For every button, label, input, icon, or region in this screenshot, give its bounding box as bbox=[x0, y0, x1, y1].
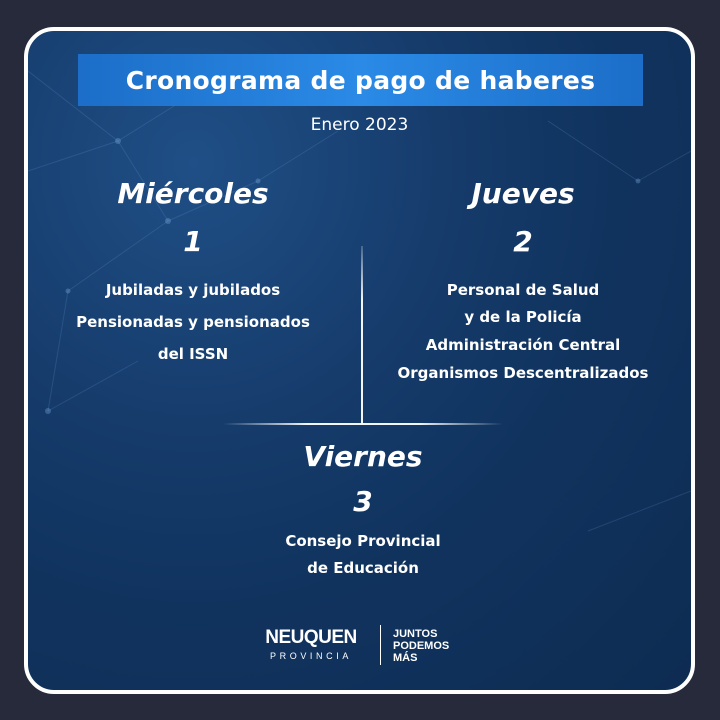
wednesday-group-line: Pensionadas y pensionados bbox=[76, 313, 310, 331]
day-wednesday-number: 1 bbox=[183, 225, 203, 258]
month-label: Enero 2023 bbox=[310, 115, 409, 135]
thursday-group-line: Administración Central bbox=[425, 336, 621, 354]
thursday-group-line: Organismos Descentralizados bbox=[397, 364, 649, 382]
slogan-line: PODEMOS bbox=[393, 640, 450, 652]
slogan bbox=[393, 628, 449, 664]
slogan-line: MÁS bbox=[393, 652, 418, 664]
thursday-group-line: y de la Policía bbox=[464, 308, 582, 326]
friday-group-line: de Educación bbox=[307, 559, 419, 577]
logo-wordmark: NEUQUEN bbox=[265, 627, 357, 648]
day-thursday-label: Jueves bbox=[471, 177, 575, 210]
day-friday-label: Viernes bbox=[303, 440, 423, 473]
day-wednesday-label: Miércoles bbox=[117, 177, 269, 210]
wednesday-group-line: del ISSN bbox=[157, 345, 229, 363]
slogan-line: JUNTOS bbox=[393, 628, 438, 640]
day-friday-number: 3 bbox=[353, 485, 373, 518]
vertical-divider bbox=[361, 246, 363, 424]
title-banner bbox=[78, 54, 643, 106]
friday-group-line: Consejo Provincial bbox=[285, 532, 441, 550]
horizontal-divider bbox=[223, 423, 503, 425]
schedule-card bbox=[24, 27, 695, 694]
day-thursday-number: 2 bbox=[513, 225, 533, 258]
thursday-group-line: Personal de Salud bbox=[446, 281, 600, 299]
page-title: Cronograma de pago de haberes bbox=[125, 65, 596, 95]
logo-subtitle: PROVINCIA bbox=[270, 651, 352, 661]
wednesday-group-line: Jubiladas y jubilados bbox=[105, 281, 281, 299]
neuquen-provincia-logo bbox=[254, 628, 368, 661]
footer-separator bbox=[380, 625, 381, 665]
